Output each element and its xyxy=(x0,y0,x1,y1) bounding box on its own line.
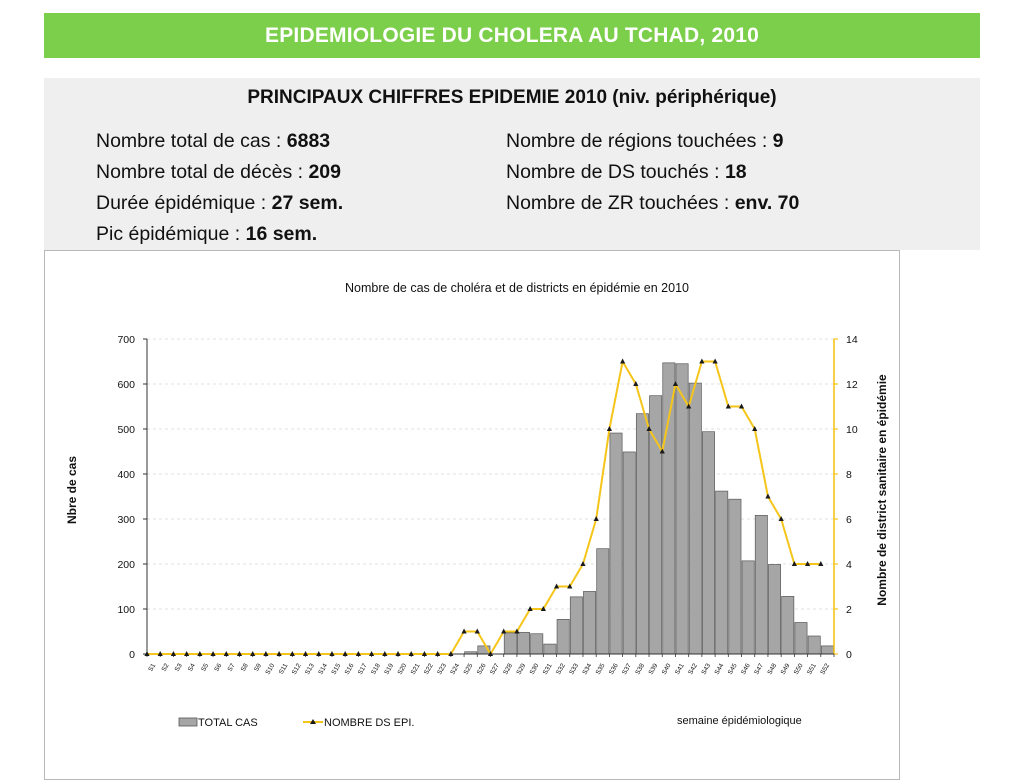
x-tick-label: S52 xyxy=(819,662,832,677)
y2-tick-label: 10 xyxy=(846,424,858,436)
y2-tick-label: 4 xyxy=(846,559,852,571)
marker-S48 xyxy=(765,494,770,499)
chart-legend xyxy=(179,717,414,729)
y2-tick-label: 6 xyxy=(846,514,852,526)
x-tick-label: S7 xyxy=(226,662,237,673)
x-tick-label: S17 xyxy=(356,662,369,677)
bar-S48 xyxy=(768,564,780,654)
stat-duration: Durée épidémique : 27 sem. xyxy=(96,192,344,214)
x-tick-label: S27 xyxy=(488,662,501,677)
stat-regions: Nombre de régions touchées : 9 xyxy=(506,130,784,152)
bar-S36 xyxy=(610,433,622,654)
x-tick-label: S32 xyxy=(555,662,567,677)
x-tick-label: S14 xyxy=(317,662,330,677)
x-tick-label: S26 xyxy=(475,662,488,677)
x-tick-label: S34 xyxy=(581,662,594,677)
x-tick-label: S37 xyxy=(621,662,633,677)
y2-tick-label: 14 xyxy=(846,334,858,346)
bar-S43 xyxy=(702,432,714,654)
x-tick-label: S10 xyxy=(264,662,277,677)
bar-S47 xyxy=(755,515,767,654)
bar-S51 xyxy=(808,636,820,654)
x-tick-label: S29 xyxy=(515,662,528,677)
marker-S35 xyxy=(594,516,599,521)
chart-frame xyxy=(44,250,900,780)
marker-S36 xyxy=(607,426,612,431)
stat-total-deaths: Nombre total de décès : 209 xyxy=(96,161,341,183)
x-tick-label: S43 xyxy=(700,662,713,677)
x-tick-label: S46 xyxy=(740,662,752,677)
x-tick-label: S3 xyxy=(173,662,184,673)
x-tick-label: S4 xyxy=(186,662,197,673)
page-title: EPIDEMIOLOGIE DU CHOLERA AU TCHAD, 2010 xyxy=(44,13,980,58)
stat-peak: Pic épidémique : 16 sem. xyxy=(96,223,318,245)
x-tick-label: S28 xyxy=(502,662,515,677)
stat-districts: Nombre de DS touchés : 18 xyxy=(506,161,747,183)
marker-S34 xyxy=(580,561,585,566)
y2-tick-label: 12 xyxy=(846,379,858,391)
x-tick-label: S41 xyxy=(673,662,686,677)
y-tick-label: 700 xyxy=(117,334,135,346)
y-tick-label: 0 xyxy=(129,649,135,661)
x-tick-label: S6 xyxy=(213,662,224,673)
x-tick-label: S49 xyxy=(779,662,792,677)
summary-right-column xyxy=(506,126,799,219)
y-tick-label: 500 xyxy=(117,424,135,436)
x-tick-label: S11 xyxy=(277,662,290,676)
x-tick-label: S30 xyxy=(528,662,541,677)
bar-S31 xyxy=(544,644,556,654)
legend-bar-label: TOTAL CAS xyxy=(198,717,258,729)
x-tick-label: S23 xyxy=(436,662,448,677)
bar-S49 xyxy=(782,596,794,654)
x-tick-label: S15 xyxy=(330,662,343,677)
x-tick-label: S24 xyxy=(449,662,462,677)
bar-S33 xyxy=(570,597,582,654)
x-tick-label: S42 xyxy=(687,662,700,677)
x-tick-label: S19 xyxy=(383,662,396,677)
chart-x-ticks xyxy=(147,662,831,676)
stat-zr: Nombre de ZR touchées : env. 70 xyxy=(506,192,800,214)
y2-axis-label: Nombre de district sanitaire en épidémie xyxy=(875,374,889,606)
stat-total-cases: Nombre total de cas : 6883 xyxy=(96,130,331,152)
x-tick-label: S13 xyxy=(304,662,316,677)
bar-S44 xyxy=(716,491,728,654)
bar-S50 xyxy=(795,623,807,655)
x-tick-label: S40 xyxy=(660,662,673,677)
bar-S37 xyxy=(623,452,635,654)
x-tick-label: S31 xyxy=(541,662,554,677)
x-tick-label: S9 xyxy=(252,662,264,673)
x-tick-label: S2 xyxy=(160,662,171,673)
bar-S45 xyxy=(729,499,741,654)
summary-title: PRINCIPAUX CHIFFRES EPIDEMIE 2010 (niv. périphérique) xyxy=(247,87,777,108)
marker-S37 xyxy=(620,359,625,364)
x-tick-label: S38 xyxy=(634,662,647,677)
bar-S32 xyxy=(557,619,569,654)
legend-line-label: NOMBRE DS EPI. xyxy=(324,717,415,729)
x-tick-label: S44 xyxy=(713,662,726,677)
y-tick-label: 200 xyxy=(117,559,135,571)
x-tick-label: S20 xyxy=(396,662,409,677)
bar-S28 xyxy=(504,633,516,654)
bar-S41 xyxy=(676,364,688,654)
y2-tick-label: 2 xyxy=(846,604,852,616)
x-tick-label: S21 xyxy=(409,662,422,677)
chart-bars xyxy=(465,363,834,654)
x-tick-label: S35 xyxy=(594,662,607,677)
y-tick-label: 400 xyxy=(117,469,135,481)
y-tick-label: 600 xyxy=(117,379,135,391)
bar-S42 xyxy=(689,383,701,654)
x-tick-label: S51 xyxy=(806,662,818,677)
bar-S30 xyxy=(531,634,543,654)
bar-S40 xyxy=(663,363,675,654)
bar-S52 xyxy=(821,646,833,654)
x-tick-label: S22 xyxy=(422,662,435,677)
x-tick-label: S45 xyxy=(726,662,739,677)
x-tick-label: S50 xyxy=(792,662,805,677)
x-tick-label: S39 xyxy=(647,662,660,677)
cholera-chart xyxy=(45,251,901,769)
x-tick-label: S16 xyxy=(343,662,356,677)
x-tick-label: S18 xyxy=(370,662,382,677)
x-tick-label: S36 xyxy=(607,662,620,677)
y2-tick-label: 8 xyxy=(846,469,852,481)
bar-S34 xyxy=(583,591,595,654)
x-tick-label: S1 xyxy=(147,662,158,673)
x-tick-label: S8 xyxy=(239,662,250,673)
x-tick-label: S25 xyxy=(462,662,475,677)
bar-S35 xyxy=(597,549,609,654)
y-axis-label: Nbre de cas xyxy=(65,455,79,525)
summary-panel xyxy=(44,78,980,250)
legend-bar-swatch xyxy=(179,718,197,726)
x-tick-label: S5 xyxy=(200,662,211,673)
bar-S38 xyxy=(636,414,648,654)
summary-left-column xyxy=(96,126,343,250)
bar-S46 xyxy=(742,561,754,654)
y2-tick-label: 0 xyxy=(846,649,852,661)
y-tick-label: 300 xyxy=(117,514,135,526)
y-tick-label: 100 xyxy=(117,604,135,616)
x-tick-label: S12 xyxy=(290,662,303,677)
x-axis-label: semaine épidémiologique xyxy=(677,715,802,727)
x-tick-label: S47 xyxy=(753,662,766,677)
x-tick-label: S48 xyxy=(766,662,779,677)
x-tick-label: S33 xyxy=(568,662,581,677)
bar-S29 xyxy=(517,632,529,654)
chart-title: Nombre de cas de choléra et de districts en épidémie en 2010 xyxy=(345,281,689,295)
